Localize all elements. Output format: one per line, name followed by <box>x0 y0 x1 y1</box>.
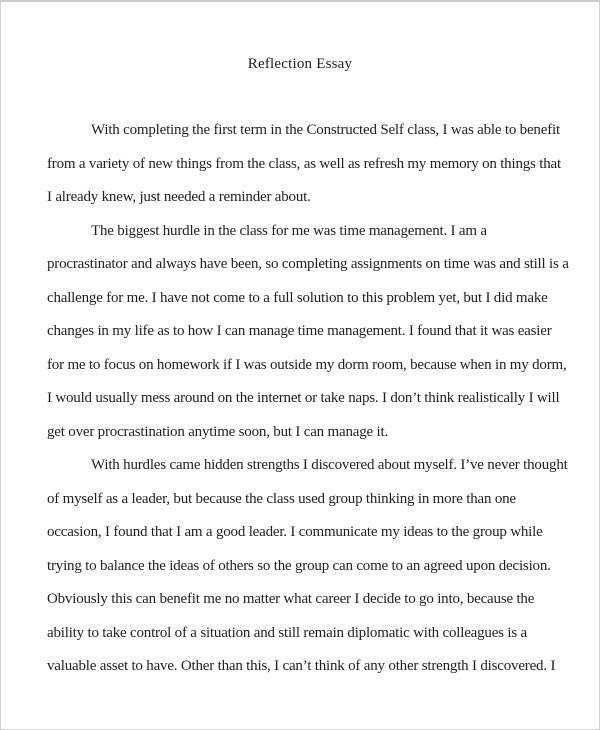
essay-line: The biggest hurdle in the class for me was time management. I am a <box>91 222 487 239</box>
essay-line: valuable asset to have. Other than this, I can’t think of any other strength I discovered. I <box>47 658 556 674</box>
essay-line: procrastinator and always have been, so completing assignments on time was and still is a <box>47 256 569 272</box>
essay-line: challenge for me. I have not come to a full solution to this problem yet, but I did make <box>47 289 548 306</box>
page-title: Reflection Essay <box>247 56 353 72</box>
essay-line: for me to focus on homework if I was outside my dorm room, because when in my dorm, <box>47 356 567 373</box>
essay-body <box>1 114 599 684</box>
essay-line: Obviously this can benefit me no matter what career I decide to go into, because the <box>47 591 535 607</box>
essay-line: ability to take control of a situation and still remain diplomatic with colleagues is a <box>47 624 527 641</box>
essay-paragraph <box>47 215 579 450</box>
essay-line: trying to balance the ideas of others so the group can come to an agreed upon decision. <box>47 557 551 574</box>
essay-line: occasion, I found that I am a good leader. I communicate my ideas to the group while <box>47 524 543 540</box>
essay-line: With hurdles came hidden strengths I discovered about myself. I’ve never thought <box>91 457 568 473</box>
essay-line: get over procrastination anytime soon, but I can manage it. <box>47 423 389 440</box>
essay-line: With completing the first term in the Constructed Self class, I was able to benefit <box>91 122 560 138</box>
essay-line: changes in my life as to how I can manage time management. I found that it was easier <box>47 323 552 339</box>
essay-line: from a variety of new things from the class, as well as refresh my memory on things that <box>47 155 561 172</box>
essay-line: of myself as a leader, but because the class used group thinking in more than one <box>47 490 516 507</box>
essay-line: I already knew, just needed a reminder about. <box>47 189 311 205</box>
essay-line: I would usually mess around on the internet or take naps. I don’t think realistically I will <box>47 390 560 406</box>
essay-paragraph <box>47 114 579 215</box>
essay-paragraph <box>47 449 579 684</box>
